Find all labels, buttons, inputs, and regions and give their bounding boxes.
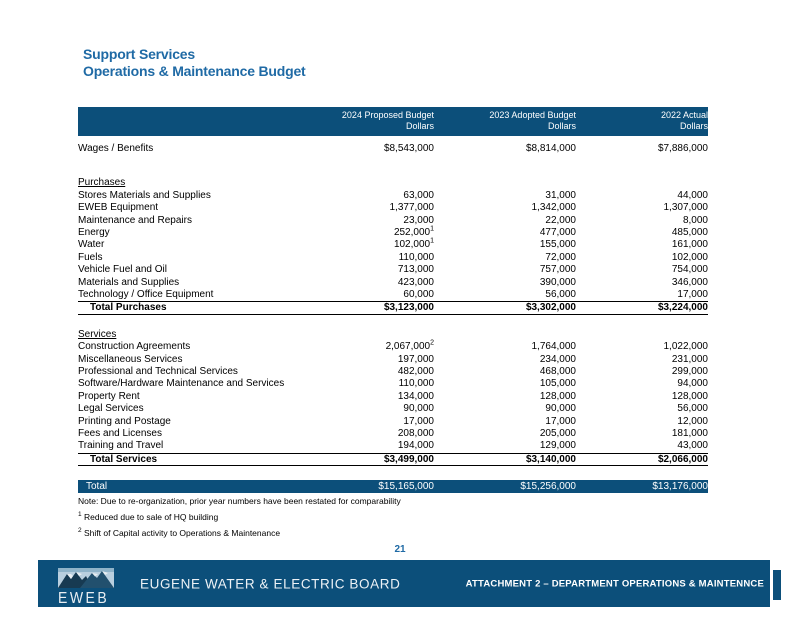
row-value: 43,000 bbox=[677, 440, 708, 452]
row-value: 90,000 bbox=[403, 403, 434, 415]
row-value: 299,000 bbox=[671, 365, 708, 377]
row-value: 205,000 bbox=[539, 427, 576, 439]
row-value: 17,000 bbox=[403, 415, 434, 427]
table-row bbox=[78, 252, 708, 264]
table-row bbox=[78, 215, 708, 227]
table-total-row bbox=[78, 301, 708, 315]
row-value: 44,000 bbox=[677, 189, 708, 201]
row-value: 155,000 bbox=[539, 239, 576, 251]
row-value: 754,000 bbox=[671, 264, 708, 276]
section-heading: Services bbox=[78, 328, 117, 340]
row-value: 181,000 bbox=[671, 427, 708, 439]
table-row bbox=[78, 289, 708, 301]
row-value: 390,000 bbox=[539, 276, 576, 288]
row-label: Legal Services bbox=[78, 403, 144, 415]
footnote-marker: 1 bbox=[430, 238, 434, 246]
row-value: 17,000 bbox=[545, 415, 576, 427]
table-row bbox=[78, 341, 708, 353]
row-value: $8,543,000 bbox=[383, 143, 434, 154]
table-total-row bbox=[78, 453, 708, 467]
attachment-label: ATTACHMENT 2 – DEPARTMENT OPERATIONS & MAINTENNCE bbox=[465, 578, 764, 589]
section-heading: Purchases bbox=[78, 177, 126, 189]
row-value: 1,307,000 bbox=[663, 202, 708, 214]
row-value: 1,342,000 bbox=[531, 202, 576, 214]
table-sections bbox=[78, 177, 708, 466]
row-value: 72,000 bbox=[545, 251, 576, 263]
table-row bbox=[78, 202, 708, 214]
table-row bbox=[78, 354, 708, 366]
budget-table bbox=[78, 107, 708, 540]
column-header-2023: 2023 Adopted Budget Dollars bbox=[489, 110, 576, 131]
row-label: Vehicle Fuel and Oil bbox=[78, 264, 167, 276]
row-value: 110,000 bbox=[398, 378, 434, 390]
eweb-logo bbox=[58, 568, 114, 607]
table-row bbox=[78, 378, 708, 390]
row-value: $2,066,000 bbox=[657, 453, 708, 465]
table-row bbox=[78, 239, 708, 251]
footnote-2: $^2$ Shift of Capital activity to Operations & Maintenance bbox=[78, 527, 281, 538]
row-label: Materials and Supplies bbox=[78, 276, 180, 288]
row-value: 23,000 bbox=[403, 214, 434, 226]
row-label: Wages / Benefits bbox=[78, 143, 154, 154]
row-value: 17,000 bbox=[677, 288, 708, 300]
row-value: 346,000 bbox=[671, 276, 708, 288]
row-value: $3,224,000 bbox=[657, 302, 708, 314]
footer-tab bbox=[773, 570, 781, 600]
row-value: 197,000 bbox=[397, 353, 434, 365]
row-value: $3,302,000 bbox=[525, 302, 576, 314]
row-value: $15,256,000 bbox=[520, 481, 576, 493]
row-value: 2,067,000$^2$ bbox=[385, 339, 434, 353]
row-label: Miscellaneous Services bbox=[78, 353, 183, 365]
note-restated: Note: Due to re-organization, prior year numbers have been restated for comparability bbox=[78, 496, 401, 507]
row-value: 94,000 bbox=[677, 378, 708, 390]
row-label: Property Rent bbox=[78, 390, 140, 402]
row-label: Professional and Technical Services bbox=[78, 365, 238, 377]
row-value: 234,000 bbox=[539, 353, 576, 365]
row-value: 208,000 bbox=[397, 427, 434, 439]
row-label: Total Purchases bbox=[90, 302, 167, 314]
title-line1: Support Services bbox=[83, 46, 195, 62]
notes bbox=[78, 495, 708, 540]
footnote-marker: 1 bbox=[430, 225, 434, 233]
row-value: 129,000 bbox=[539, 440, 576, 452]
mountains-icon bbox=[58, 568, 114, 588]
row-value: 1,764,000 bbox=[531, 341, 576, 353]
column-header-2022: 2022 Actual Dollars bbox=[660, 110, 708, 131]
eweb-logo-text: EWEB bbox=[58, 587, 110, 607]
row-label: Printing and Postage bbox=[78, 415, 171, 427]
table-row bbox=[78, 391, 708, 403]
table-section-purchases bbox=[78, 177, 708, 314]
row-value: 713,000 bbox=[397, 264, 434, 276]
row-value: 102,000 bbox=[671, 251, 708, 263]
table-row bbox=[78, 264, 708, 276]
row-value: 8,000 bbox=[682, 214, 708, 226]
row-label: Construction Agreements bbox=[78, 341, 191, 353]
page-number: 21 bbox=[394, 544, 406, 555]
row-label: Fees and Licenses bbox=[78, 427, 162, 439]
row-value: $3,123,000 bbox=[383, 302, 434, 314]
row-value: 252,000$^1$ bbox=[393, 225, 434, 238]
row-label: Fuels bbox=[78, 251, 103, 263]
row-value: 134,000 bbox=[397, 390, 434, 402]
row-value: 757,000 bbox=[539, 264, 576, 276]
row-value: 128,000 bbox=[671, 390, 708, 402]
footnote-1: $^1$ Reduced due to sale of HQ building bbox=[78, 511, 219, 523]
table-header-row bbox=[78, 107, 708, 136]
table-row bbox=[78, 277, 708, 289]
row-label: Stores Materials and Supplies bbox=[78, 189, 211, 201]
row-label: Energy bbox=[78, 226, 110, 238]
row-value: 161,000 bbox=[671, 239, 708, 251]
row-value: 90,000 bbox=[545, 403, 576, 415]
row-value: 56,000 bbox=[545, 288, 576, 300]
row-value: 482,000 bbox=[397, 365, 434, 377]
row-label: Total bbox=[86, 481, 108, 493]
row-value: $15,165,000 bbox=[378, 481, 434, 493]
row-label: Software/Hardware Maintenance and Services bbox=[78, 378, 285, 390]
row-value: 102,000$^1$ bbox=[393, 238, 434, 251]
table-row bbox=[78, 416, 708, 428]
row-value: 56,000 bbox=[677, 403, 708, 415]
row-value: 110,000 bbox=[398, 251, 434, 263]
page-title bbox=[83, 46, 306, 80]
footnote-marker: 2 bbox=[430, 339, 434, 347]
row-value: 231,000 bbox=[671, 353, 708, 365]
org-name: EUGENE WATER & ELECTRIC BOARD bbox=[140, 576, 401, 591]
column-header-2024: 2024 Proposed Budget Dollars bbox=[341, 110, 434, 131]
table-row bbox=[78, 440, 708, 452]
row-value: 105,000 bbox=[539, 378, 576, 390]
title-line2: Operations & Maintenance Budget bbox=[83, 63, 306, 79]
row-label: Technology / Office Equipment bbox=[78, 288, 214, 300]
row-value: 31,000 bbox=[545, 189, 576, 201]
table-row-wages-benefits bbox=[78, 143, 708, 155]
row-value: 477,000 bbox=[539, 226, 576, 238]
row-value: $3,499,000 bbox=[383, 453, 434, 465]
row-value: 22,000 bbox=[545, 214, 576, 226]
row-value: 485,000 bbox=[671, 226, 708, 238]
footer-bar bbox=[38, 560, 770, 607]
row-value: $8,814,000 bbox=[525, 143, 576, 154]
row-value: $13,176,000 bbox=[652, 481, 708, 493]
row-label: Training and Travel bbox=[78, 440, 164, 452]
table-row bbox=[78, 227, 708, 239]
table-row bbox=[78, 366, 708, 378]
table-row bbox=[78, 403, 708, 415]
row-value: 194,000 bbox=[397, 440, 434, 452]
row-value: 468,000 bbox=[539, 365, 576, 377]
row-label: Total Services bbox=[90, 453, 158, 465]
row-value: 12,000 bbox=[677, 415, 708, 427]
row-value: $7,886,000 bbox=[657, 143, 708, 154]
row-value: 128,000 bbox=[539, 390, 576, 402]
row-value: 423,000 bbox=[397, 276, 434, 288]
row-value: 63,000 bbox=[403, 189, 434, 201]
table-section-services bbox=[78, 329, 708, 466]
table-grand-total-row bbox=[78, 480, 708, 493]
row-label: Water bbox=[78, 239, 105, 251]
table-row bbox=[78, 428, 708, 440]
row-label: EWEB Equipment bbox=[78, 202, 159, 214]
row-value: 1,377,000 bbox=[389, 202, 434, 214]
row-value: 1,022,000 bbox=[663, 341, 708, 353]
table-row bbox=[78, 190, 708, 202]
row-value: $3,140,000 bbox=[525, 453, 576, 465]
row-label: Maintenance and Repairs bbox=[78, 214, 192, 226]
row-value: 60,000 bbox=[403, 288, 434, 300]
